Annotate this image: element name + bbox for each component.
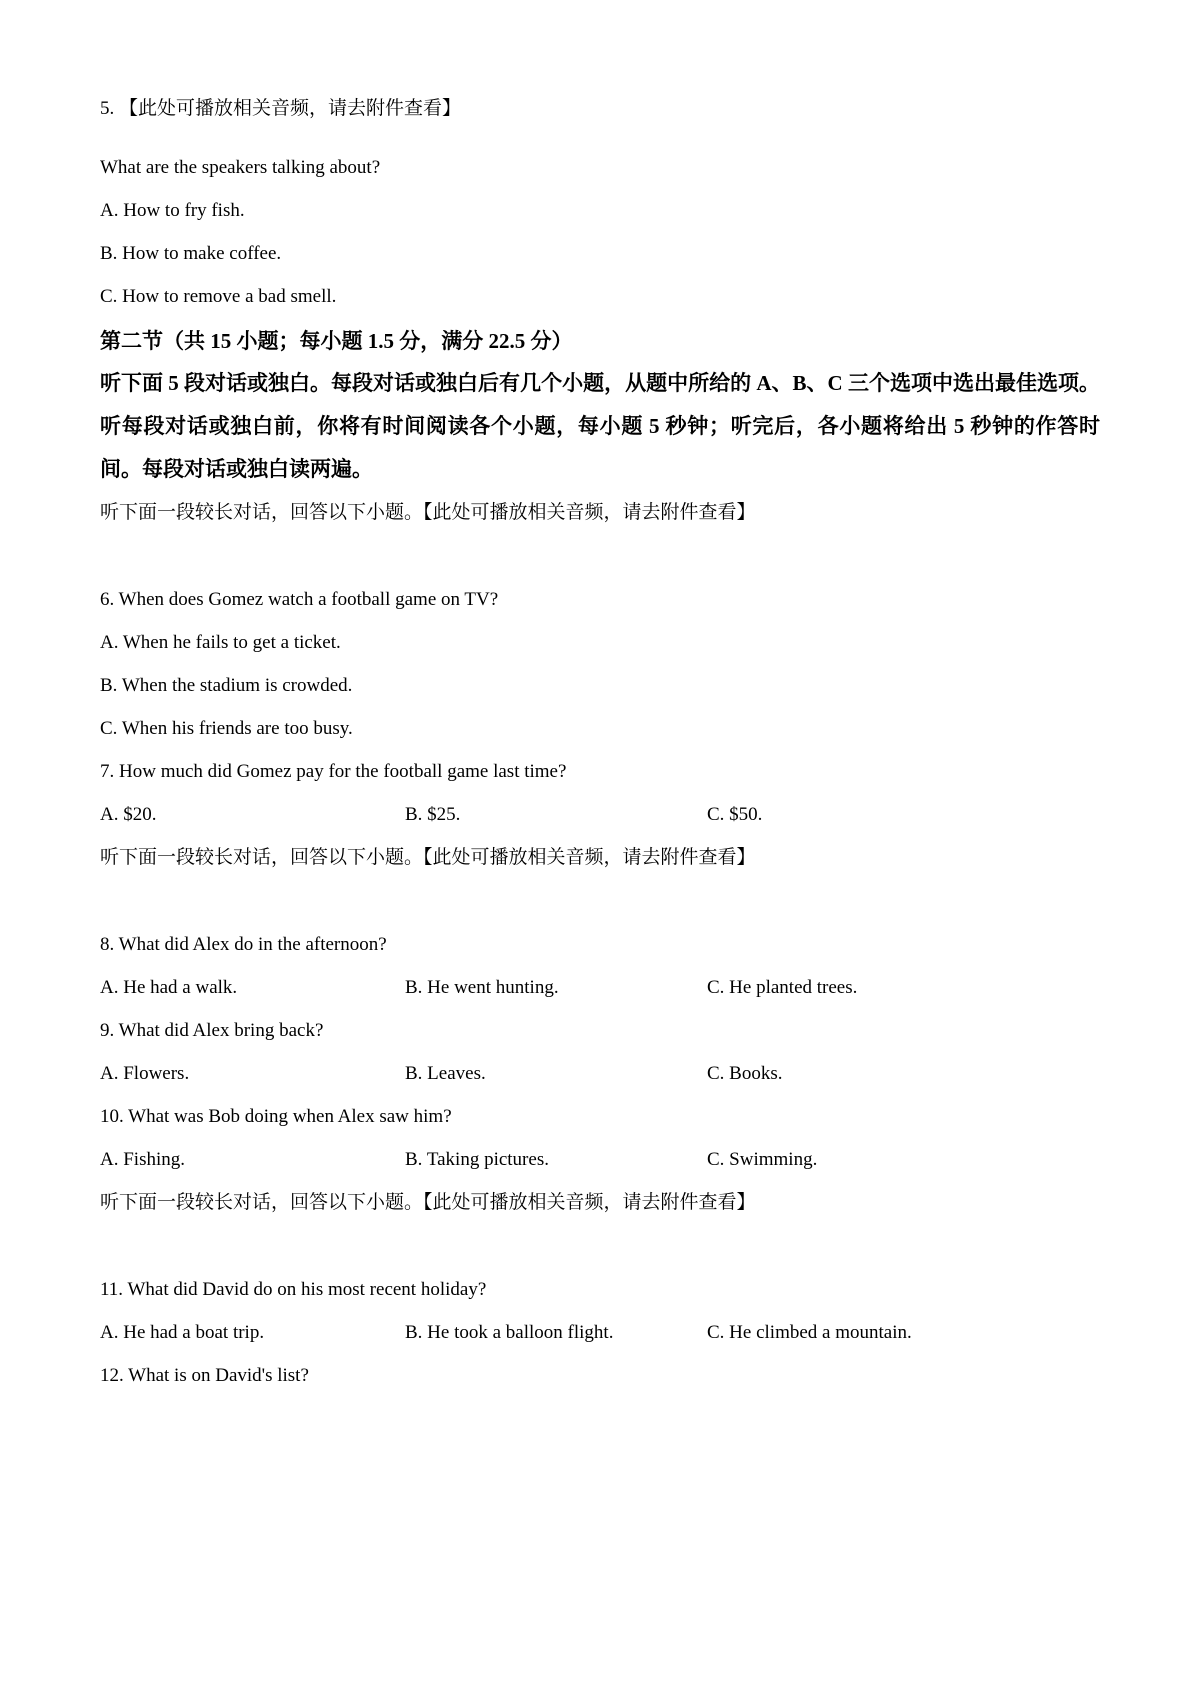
question-9-option-b: B. Leaves. bbox=[405, 1063, 486, 1084]
question-9-option-c: C. Books. bbox=[707, 1063, 783, 1084]
question-7-options-row bbox=[100, 801, 1100, 828]
question-11-stem: 11. What did David do on his most recent holiday? bbox=[100, 1279, 487, 1300]
question-11-option-c: C. He climbed a mountain. bbox=[707, 1322, 912, 1343]
question-6-option-c: C. When his friends are too busy. bbox=[100, 718, 353, 739]
question-7-option-a: A. $20. bbox=[100, 804, 157, 825]
question-10-options-row bbox=[100, 1146, 1100, 1173]
question-11-option-b: B. He took a balloon flight. bbox=[405, 1322, 614, 1343]
question-5-option-c: C. How to remove a bad smell. bbox=[100, 286, 337, 307]
question-6-stem: 6. When does Gomez watch a football game on TV? bbox=[100, 589, 499, 610]
question-8-stem: 8. What did Alex do in the afternoon? bbox=[100, 934, 387, 955]
question-7-stem: 7. How much did Gomez pay for the football game last time? bbox=[100, 761, 567, 782]
question-9-options-row bbox=[100, 1060, 1100, 1087]
question-7-option-c: C. $50. bbox=[707, 804, 763, 825]
question-6-option-b: B. When the stadium is crowded. bbox=[100, 675, 353, 696]
question-10-option-c: C. Swimming. bbox=[707, 1149, 818, 1170]
listening-note-3: 听下面一段较长对话，回答以下小题。【此处可播放相关音频，请去附件查看】 bbox=[100, 1192, 756, 1213]
question-10-option-b: B. Taking pictures. bbox=[405, 1149, 549, 1170]
question-8-option-b: B. He went hunting. bbox=[405, 977, 559, 998]
question-5-option-a: A. How to fry fish. bbox=[100, 200, 245, 221]
question-8-option-a: A. He had a walk. bbox=[100, 977, 238, 998]
section-2-instructions: 听下面 5 段对话或独白。每段对话或独白后有几个小题，从题中所给的 A、B、C 三个选项中选出最佳选项。听每段对话或独白前，你将有时间阅读各个小题，每小题 5 秒钟；听完后，各小题将给出 5 秒钟的作答时间。每段对话或独白读两遍。 bbox=[100, 371, 1100, 481]
question-9-option-a: A. Flowers. bbox=[100, 1063, 190, 1084]
question-9-stem: 9. What did Alex bring back? bbox=[100, 1020, 324, 1041]
question-11-options-row bbox=[100, 1319, 1100, 1346]
question-5-audio-note: 5. 【此处可播放相关音频，请去附件查看】 bbox=[100, 98, 462, 119]
question-6-option-a: A. When he fails to get a ticket. bbox=[100, 632, 341, 653]
listening-note-2: 听下面一段较长对话，回答以下小题。【此处可播放相关音频，请去附件查看】 bbox=[100, 847, 756, 868]
question-10-option-a: A. Fishing. bbox=[100, 1149, 185, 1170]
question-7-option-b: B. $25. bbox=[405, 804, 461, 825]
question-5-stem: What are the speakers talking about? bbox=[100, 157, 381, 178]
listening-note-1: 听下面一段较长对话，回答以下小题。【此处可播放相关音频，请去附件查看】 bbox=[100, 502, 756, 523]
question-12-stem: 12. What is on David's list? bbox=[100, 1365, 309, 1386]
question-8-options-row bbox=[100, 974, 1100, 1001]
question-10-stem: 10. What was Bob doing when Alex saw him? bbox=[100, 1106, 452, 1127]
question-5-option-b: B. How to make coffee. bbox=[100, 243, 282, 264]
question-11-option-a: A. He had a boat trip. bbox=[100, 1322, 265, 1343]
section-2-heading: 第二节（共 15 小题；每小题 1.5 分，满分 22.5 分） bbox=[100, 329, 573, 353]
question-8-option-c: C. He planted trees. bbox=[707, 977, 858, 998]
